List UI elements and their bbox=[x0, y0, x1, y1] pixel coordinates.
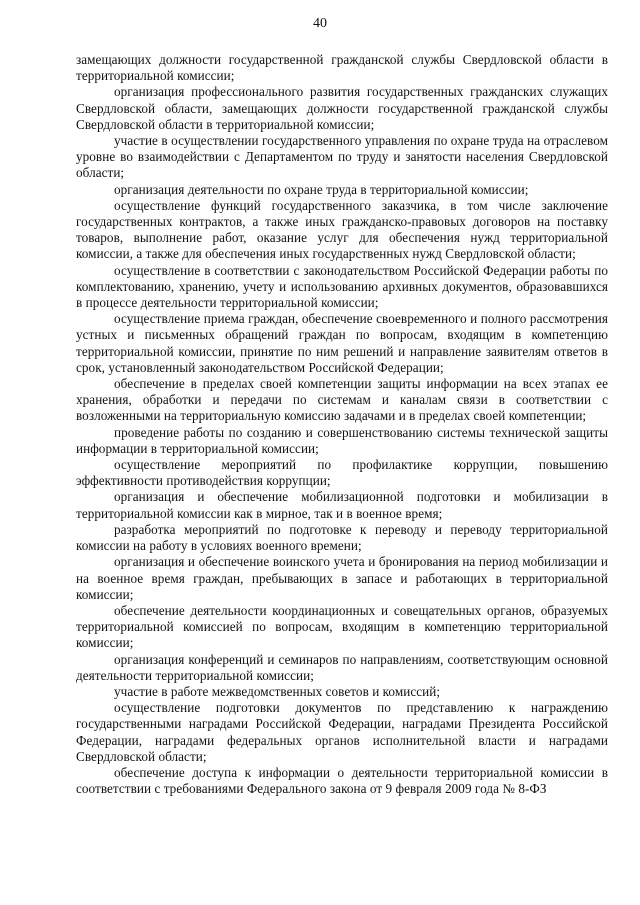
paragraph-continuation: замещающих должности государственной гражданской службы Свердловской области в территориальной комиссии; bbox=[76, 52, 608, 84]
paragraph: организация и обеспечение мобилизационной подготовки и мобилизации в территориальной комиссии как в мирное, так и в военное время; bbox=[76, 489, 608, 521]
page-number: 40 bbox=[313, 16, 327, 31]
body-text bbox=[76, 52, 608, 797]
paragraph: организация профессионального развития государственных гражданских служащих Свердловской области, замещающих должности государственной гражданской службы Свердловской области в территориальной комиссии; bbox=[76, 84, 608, 132]
paragraph: осуществление подготовки документов по представлению к награждению государственными наградами Российской Федерации, наградами Президента Российской Федерации, наградами федеральных органов исполнительной власти и наградами Свердловской области; bbox=[76, 700, 608, 764]
paragraph: обеспечение деятельности координационных и совещательных органов, образуемых территориальной комиссией по вопросам, входящим в компетенцию территориальной комиссии; bbox=[76, 602, 608, 651]
paragraph: проведение работы по созданию и совершенствованию системы технической защиты информации в территориальной комиссии; bbox=[76, 424, 608, 456]
paragraph: осуществление функций государственного заказчика, в том числе заключение государственных контрактов, а также иных гражданско-правовых договоров на поставку товаров, выполнение работ, оказание услуг для обеспечения нужд территориальной комиссии, а также для обеспечения иных государственных нужд Свердловской области; bbox=[76, 197, 608, 262]
paragraph: обеспечение в пределах своей компетенции защиты информации на всех этапах ее хранения, обработки и передачи по системам и каналам связи в соответствии с возложенными на территориальную комиссию задачами и в пределах своей компетенции; bbox=[76, 376, 608, 424]
paragraph: организация деятельности по охране труда в территориальной комиссии; bbox=[114, 181, 529, 197]
paragraph: организация и обеспечение воинского учета и бронирования на период мобилизации и на военное время граждан, пребывающих в запасе и работающих в территориальной комиссии; bbox=[76, 554, 608, 602]
paragraph: разработка мероприятий по подготовке к переводу и переводу территориальной комиссии на работу в условиях военного времени; bbox=[76, 521, 608, 554]
paragraph: организация конференций и семинаров по направлениям, соответствующим основной деятельности территориальной комиссии; bbox=[76, 651, 608, 683]
paragraph: осуществление в соответствии с законодательством Российской Федерации работы по комплектованию, хранению, учету и использованию архивных документов, образовавшихся в процессе деятельности территориальной комиссии; bbox=[76, 262, 608, 311]
paragraph: осуществление мероприятий по профилактике коррупции, повышению эффективности противодействия коррупции; bbox=[76, 457, 608, 489]
paragraph: обеспечение доступа к информации о деятельности территориальной комиссии в соответствии с требованиями Федерального закона от 9 февраля 2009 года № 8-ФЗ bbox=[76, 764, 608, 797]
paragraph: осуществление приема граждан, обеспечение своевременного и полного рассмотрения устных и письменных обращений граждан по вопросам, входящим в компетенцию территориальной комиссии, принятие по ним решений и направление заявителям ответов в срок, установленный законодательством Российской Федерации; bbox=[76, 311, 608, 375]
paragraph: участие в работе межведомственных советов и комиссий; bbox=[114, 683, 441, 699]
paragraph: участие в осуществлении государственного управления по охране труда на отраслевом уровне во взаимодействии с Департаментом по труду и занятости населения Свердловской области; bbox=[76, 133, 608, 181]
